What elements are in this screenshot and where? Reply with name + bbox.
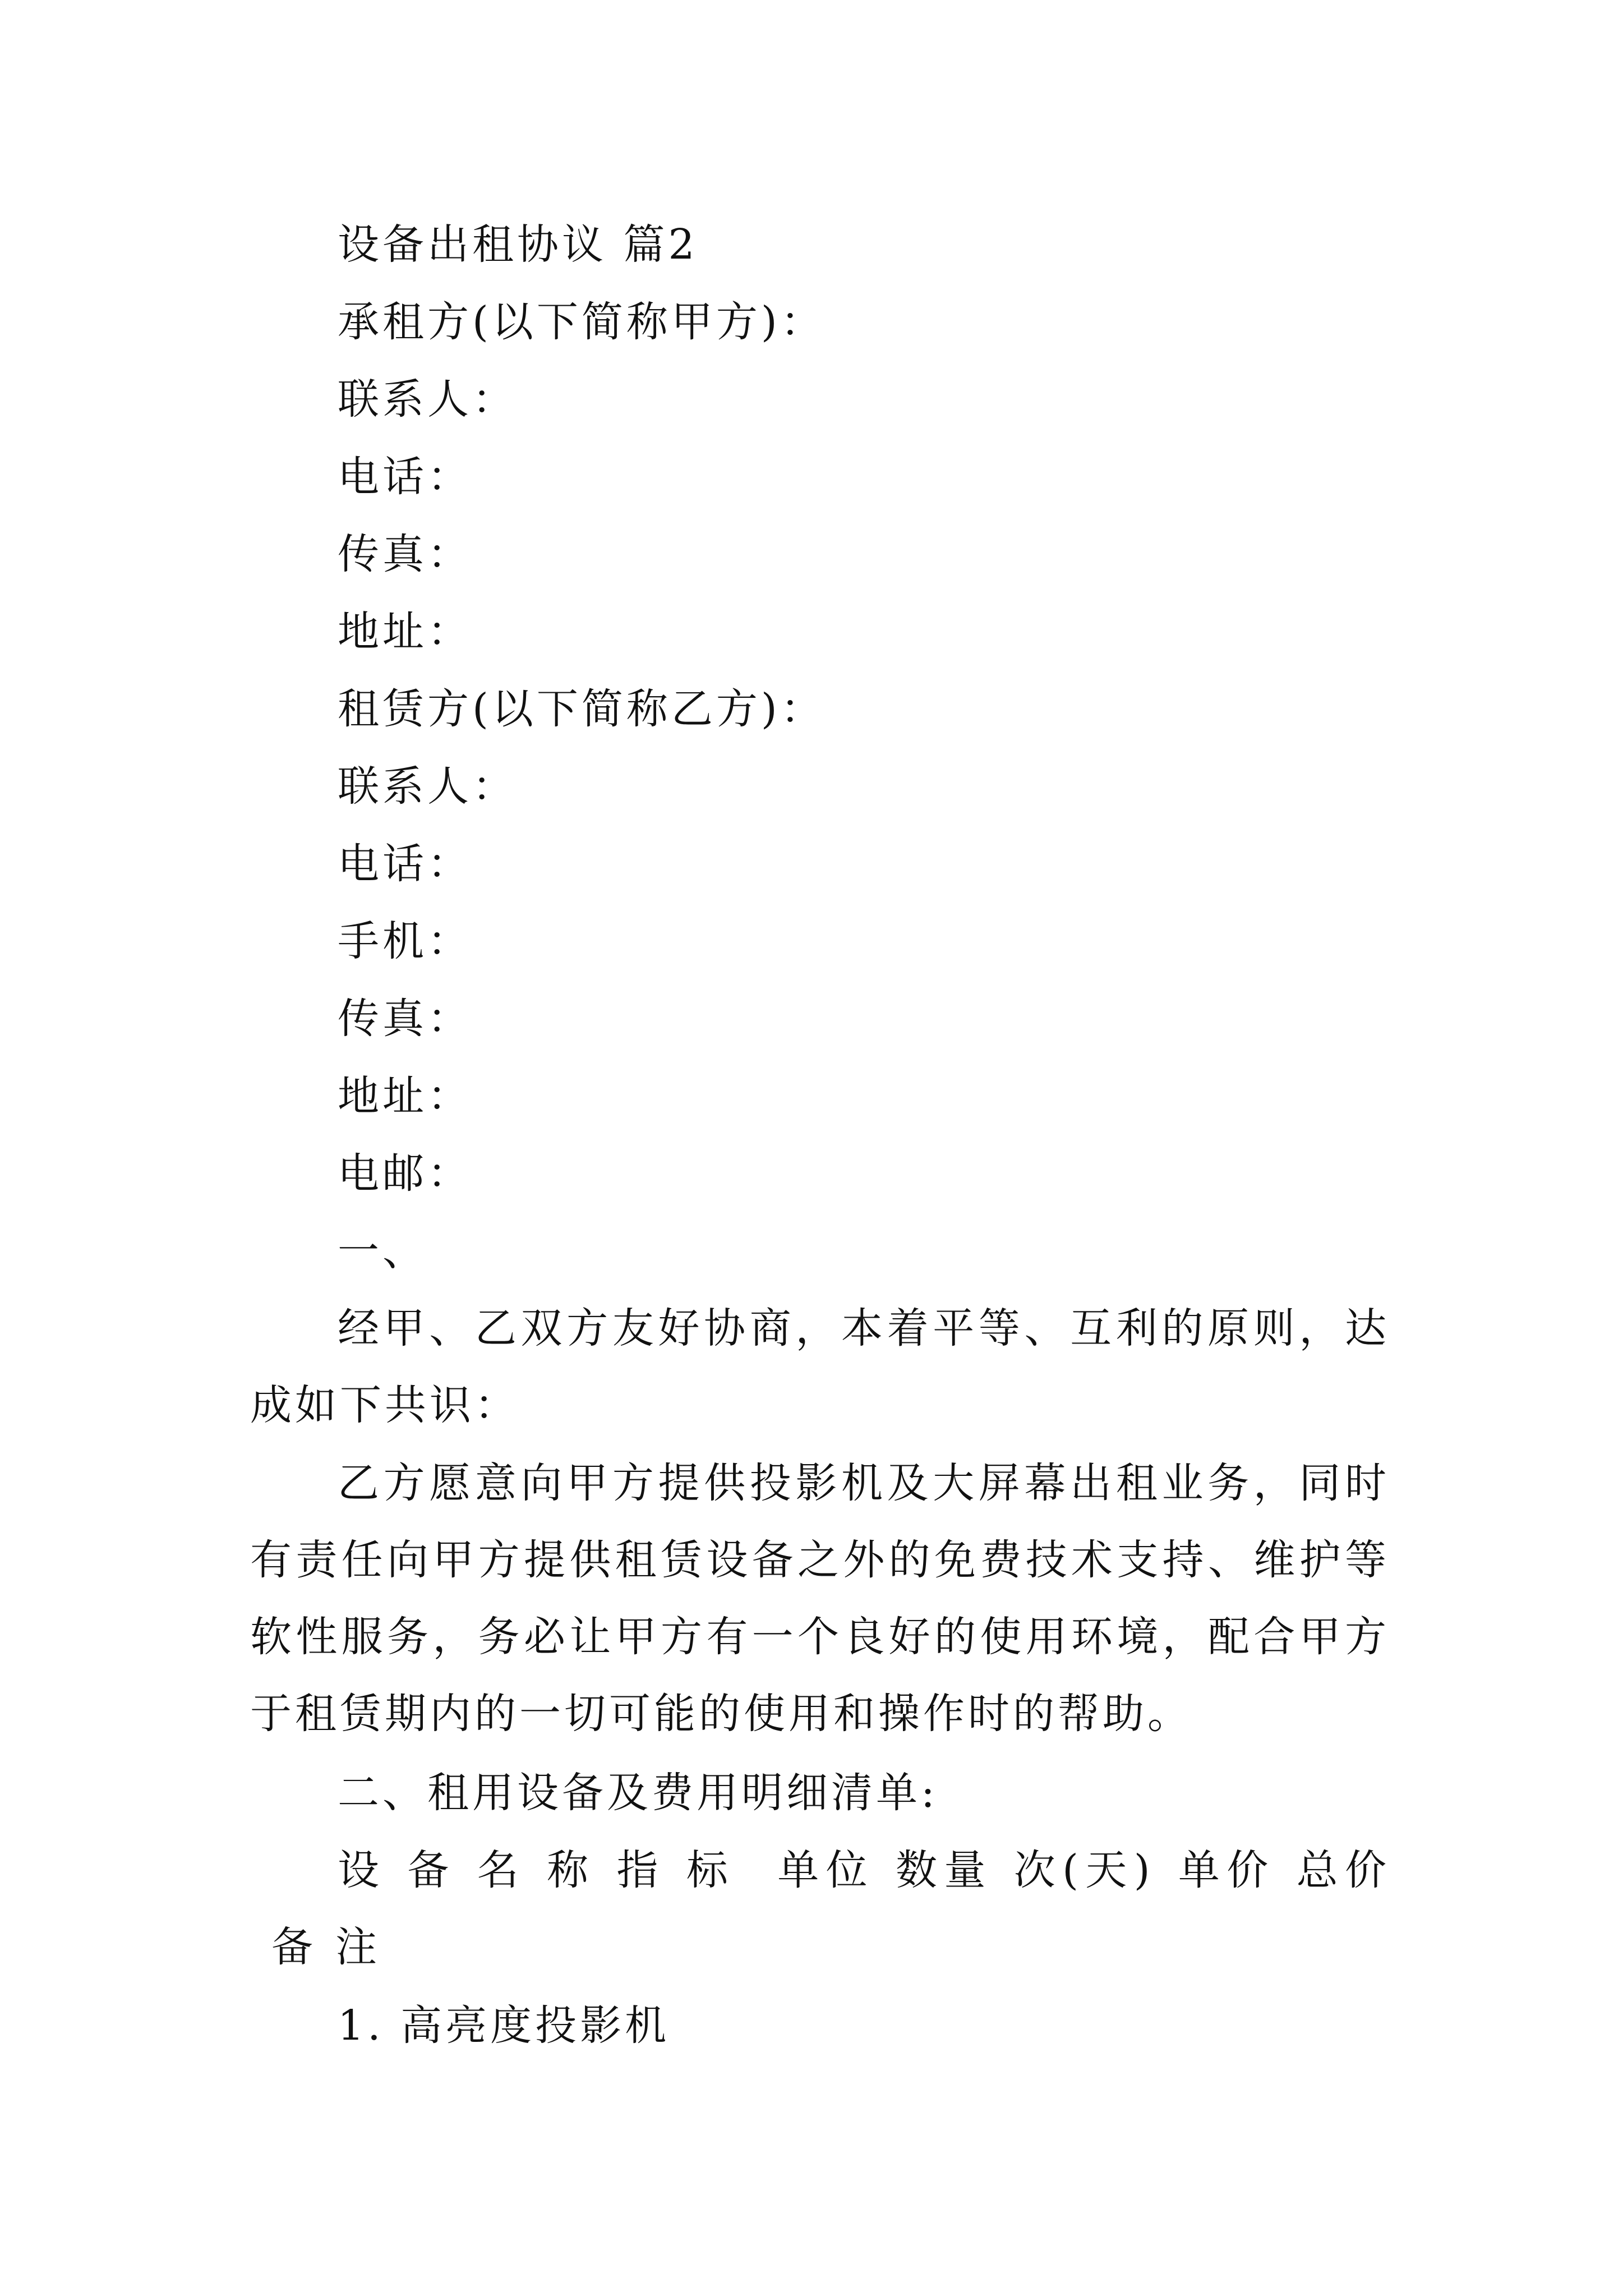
header-times-days: 次(天): [1013, 1846, 1154, 1894]
paragraph-services: 乙方愿意向甲方提供投影机及大屏幕出租业务，同时有责任向甲方提供租赁设备之外的免费技术支持、维护等软性服务，务必让甲方有一个良好的使用环境，配合甲方于租赁期内的一切可能的使用和操作时的帮助。: [250, 1459, 1390, 1738]
lessee-fax: 传真：: [338, 530, 472, 578]
lessor-contact: 联系人：: [338, 762, 517, 811]
lessor-phone: 电话：: [338, 840, 472, 888]
header-unit: 单位: [777, 1846, 874, 1894]
lessor-email: 电邮：: [338, 1149, 472, 1198]
header-equipment-name: 设备名称指标: [338, 1846, 757, 1894]
lessee-contact: 联系人：: [338, 375, 517, 424]
equipment-item-1: 1. 高亮度投影机: [338, 2001, 670, 2050]
header-unit-price: 单价: [1174, 1846, 1275, 1894]
lessor-address: 地址：: [338, 1072, 472, 1120]
document-title: 设备出租协议 篇2: [338, 220, 698, 269]
section-one-marker: 一、: [338, 1227, 427, 1275]
lessor-mobile: 手机：: [338, 917, 472, 965]
section-two-heading: 二、租用设备及费用明细清单:: [338, 1769, 938, 1817]
lessee-heading: 承租方(以下简称甲方)：: [338, 298, 826, 346]
header-quantity: 数量: [895, 1846, 993, 1894]
lessor-fax: 传真：: [338, 995, 472, 1043]
equipment-table-header: [250, 1832, 1390, 1986]
header-remarks: 备注: [271, 1923, 399, 1971]
header-total-price: 总价: [1296, 1846, 1390, 1894]
paragraph-consensus: 经甲、乙双方友好协商，本着平等、互利的原则，达成如下共识：: [250, 1304, 1390, 1429]
lessee-phone: 电话：: [338, 453, 472, 501]
lessor-heading: 租赁方(以下简称乙方)：: [338, 685, 826, 733]
lessee-address: 地址：: [338, 608, 472, 656]
